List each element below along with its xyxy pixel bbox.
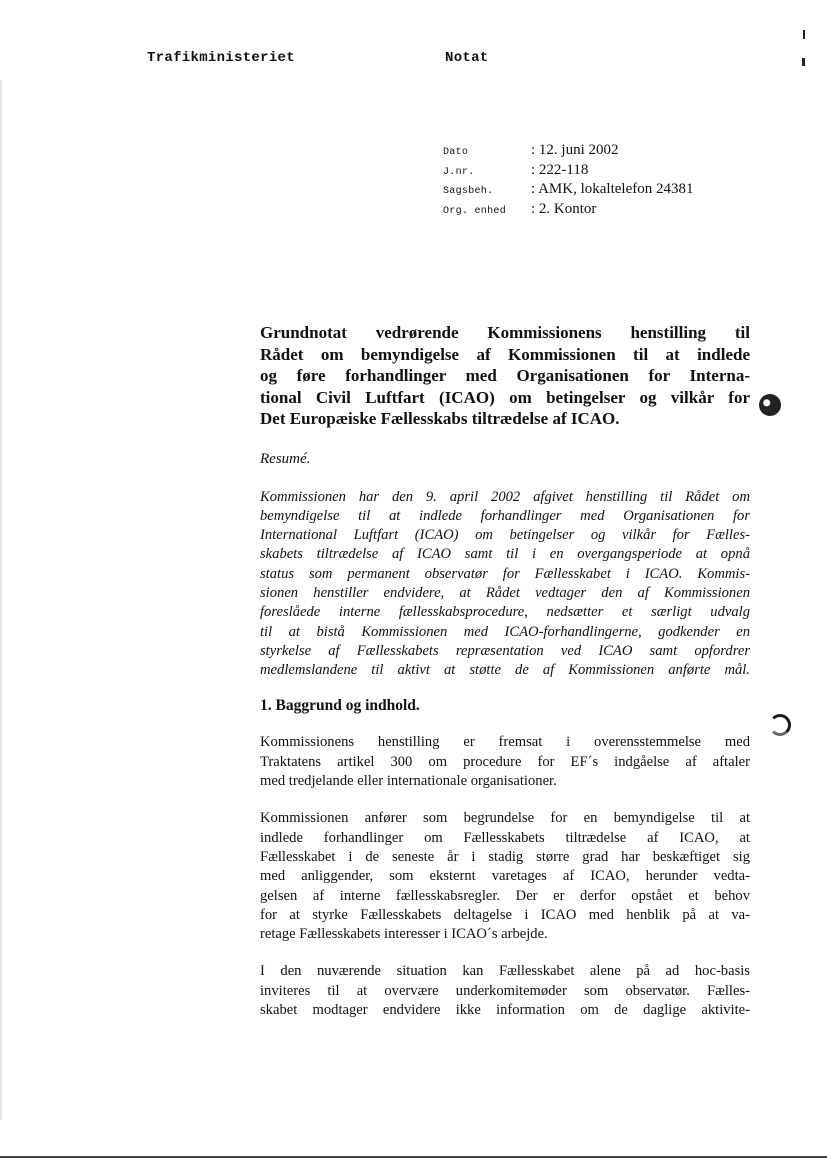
meta-row-case-officer xyxy=(443,181,693,201)
scan-edge-shadow xyxy=(0,80,2,1120)
document-body xyxy=(260,322,750,1020)
resume-heading: Resumé. xyxy=(260,450,311,467)
paragraph-line: for at styrke Fællesskabets deltagelse i ICAO med henblik på at va- xyxy=(260,906,750,923)
body-paragraph xyxy=(260,962,750,1020)
resume-line: foreslåede interne fællesskabsprocedure, nedsætter et særligt udvalg xyxy=(260,604,750,621)
body-paragraph xyxy=(260,733,750,791)
document-title xyxy=(260,322,750,430)
resume-paragraph xyxy=(260,488,750,681)
paragraph-line: skabet modtager endvidere ikke information om de daglige aktivite- xyxy=(260,1002,750,1019)
paragraph-line: med anliggender, som eksternt varetages af ICAO, herunder vedta- xyxy=(260,868,750,885)
resume-line: status som permanent observatør for Fællesskabet i ICAO. Kommis- xyxy=(260,565,750,582)
paragraph-line: med tredjelande eller internationale organisationer. xyxy=(260,773,557,790)
resume-line: til at bistå Kommissionen med ICAO-forhandlingerne, godkender en xyxy=(260,623,750,640)
resume-line: bemyndigelse til at indlede forhandlinger med Organisationen for xyxy=(260,507,750,524)
body-paragraph xyxy=(260,809,750,944)
ministry-name: Trafikministeriet xyxy=(147,50,295,66)
meta-value: : 222-118 xyxy=(531,161,589,178)
meta-row-journal xyxy=(443,162,693,182)
meta-value: : AMK, lokaltelefon 24381 xyxy=(531,181,694,197)
meta-value: : 12. juni 2002 xyxy=(531,142,619,158)
title-line: Rådet om bemyndigelse af Kommissionen til at indlede xyxy=(260,344,750,364)
section-heading: 1. Baggrund og indhold. xyxy=(260,697,420,715)
meta-label: J.nr. xyxy=(443,166,475,178)
title-line: og føre forhandlinger med Organisationen for Interna- xyxy=(260,366,750,385)
title-line: tional Civil Luftfart (ICAO) om betingelser og vilkår for xyxy=(260,387,750,407)
resume-line: medlemslandene til aktivt at støtte de af Kommissionen anførte mål. xyxy=(260,662,750,679)
document-type: Notat xyxy=(445,50,489,66)
paragraph-line: Kommissionens henstilling er fremsat i overensstemmelse med xyxy=(260,734,750,751)
meta-label: Sagsbeh. xyxy=(443,186,494,197)
paragraph-line: inviteres til at overvære underkomitemøder som observatør. Fælles- xyxy=(260,982,750,999)
document-metadata xyxy=(443,142,693,220)
meta-label: Org. enhed xyxy=(443,205,507,217)
resume-line: styrkelse af Fællesskabets repræsentation ved ICAO samt opfordrer xyxy=(260,642,750,659)
resume-line: Kommissionen har den 9. april 2002 afgivet henstilling til Rådet om xyxy=(260,488,750,505)
meta-label: Dato xyxy=(443,147,469,158)
title-line: Grundnotat vedrørende Kommissionens henstilling til xyxy=(260,323,750,342)
paragraph-line: Traktatens artikel 300 om procedure for EF´s indgåelse af aftaler xyxy=(260,753,750,770)
resume-line: sionen henstiller endvidere, at Rådet vedtager den af Kommissionen xyxy=(260,584,750,601)
meta-row-date xyxy=(443,142,693,162)
punch-hole-icon xyxy=(759,394,781,416)
title-line: Det Europæiske Fællesskabs tiltrædelse af ICAO. xyxy=(260,409,620,428)
resume-line: skabets tiltrædelse af ICAO samt til i en overgangsperiode at opnå xyxy=(260,546,750,563)
paragraph-line: gelsen af interne fællesskabsregler. Der er derfor opstået et behov xyxy=(260,887,750,904)
scan-speck xyxy=(803,30,805,39)
paragraph-line: indlede forhandlinger om Fællesskabets tiltrædelse af ICAO, at xyxy=(260,829,750,846)
paragraph-line: I den nuværende situation kan Fællesskabet alene på ad hoc-basis xyxy=(260,963,750,980)
paragraph-line: Kommissionen anfører som begrundelse for en bemyndigelse til at xyxy=(260,810,750,827)
scan-speck xyxy=(802,58,805,66)
resume-line: International Luftfart (ICAO) om betingelser og vilkår for Fælles- xyxy=(260,527,750,544)
meta-row-unit xyxy=(443,201,693,221)
punch-hole-icon xyxy=(769,714,791,736)
paragraph-line: Fællesskabet i de seneste år i stadig større grad har beskæftiget sig xyxy=(260,848,750,865)
page-bottom-edge xyxy=(0,1156,827,1158)
meta-value: : 2. Kontor xyxy=(531,200,597,217)
paragraph-line: retage Fællesskabets interesser i ICAO´s arbejde. xyxy=(260,926,548,943)
